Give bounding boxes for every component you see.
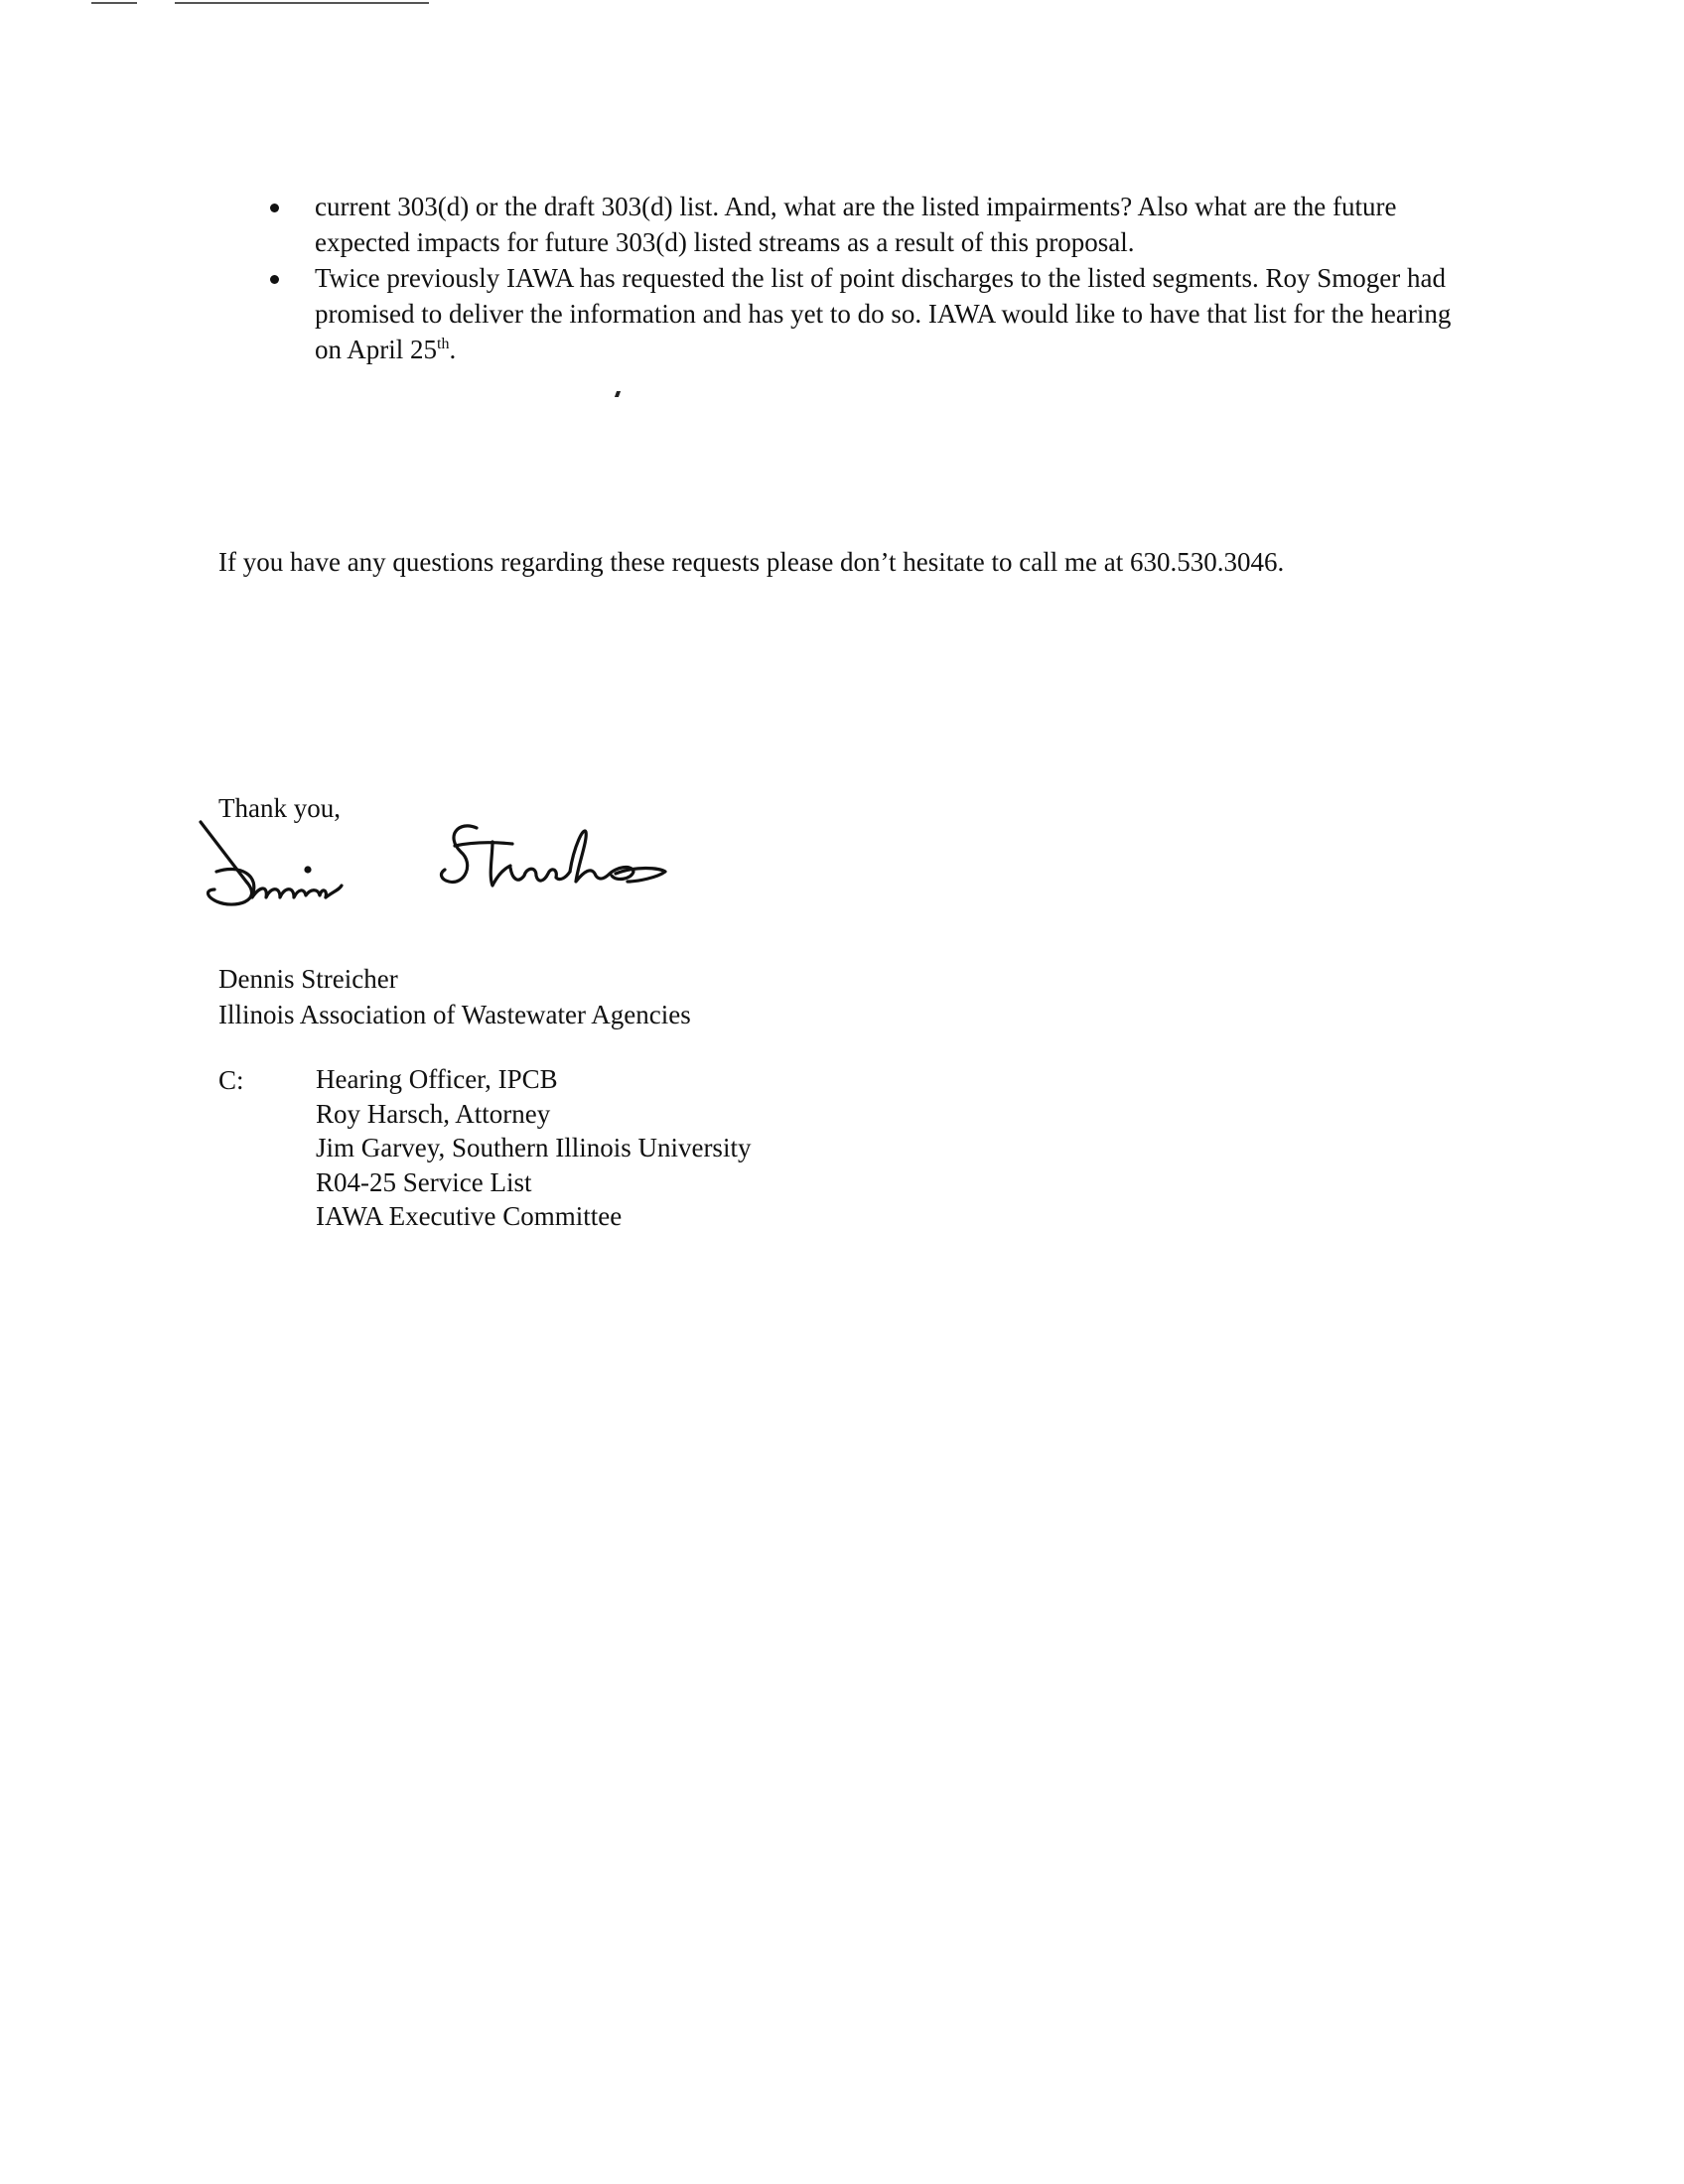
contact-paragraph: If you have any questions regarding these requests please don’t hesitate to call me at 630.530.3046.	[218, 547, 1285, 577]
sender-organization: Illinois Association of Wastewater Agencies	[218, 1000, 691, 1029]
bullet-text-end: .	[449, 335, 457, 364]
cc-recipient: Jim Garvey, Southern Illinois University	[316, 1133, 752, 1162]
stray-pen-mark	[615, 391, 621, 397]
sender-block	[218, 961, 691, 1032]
closing-line: Thank you,	[218, 793, 341, 823]
ordinal-suffix: th	[437, 336, 450, 352]
handwritten-signature	[195, 816, 721, 925]
bullet-item	[260, 189, 1481, 260]
bullet-text	[315, 263, 1451, 364]
bullet-icon	[270, 204, 279, 212]
cc-recipient: Hearing Officer, IPCB	[316, 1064, 558, 1094]
header-rule-left	[91, 2, 137, 4]
bullet-icon	[270, 275, 279, 284]
header-rule-right	[175, 2, 429, 4]
bullet-text: current 303(d) or the draft 303(d) list. And, what are the listed impairments? Also what are the future expected impacts for future 303(d) listed streams as a result of this proposal.	[315, 192, 1397, 257]
cc-recipient: Roy Harsch, Attorney	[316, 1098, 551, 1129]
cc-label: C:	[218, 1065, 244, 1095]
bullet-text-body: Twice previously IAWA has requested the list of point discharges to the listed segments. Roy Smoger had promised to deliver the information and has yet to do so. IAWA would like to have that list for the hearing on April 25	[315, 263, 1452, 364]
bullet-item	[260, 260, 1481, 367]
cc-recipient: IAWA Executive Committee	[316, 1201, 623, 1231]
cc-recipient-list	[316, 1062, 751, 1234]
sender-name: Dennis Streicher	[218, 964, 398, 994]
request-bullet-list	[260, 189, 1481, 367]
cc-recipient: R04-25 Service List	[316, 1166, 532, 1197]
